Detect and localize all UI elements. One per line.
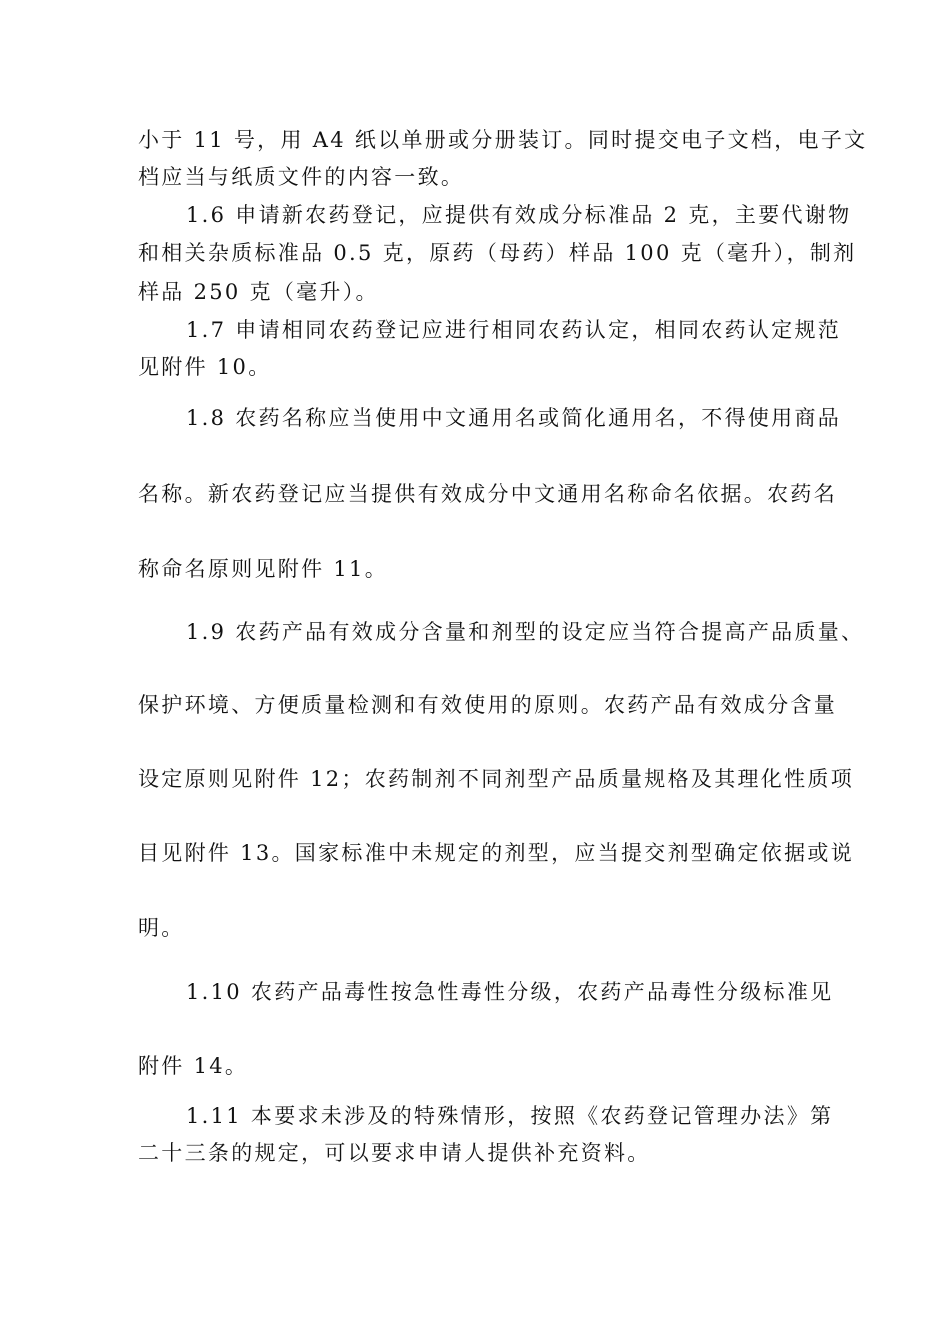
paragraph-1-7-start: 1.7 申请相同农药登记应进行相同农药认定，相同农药认定规范: [186, 318, 842, 342]
text-line: 设定原则见附件 12；农药制剂不同剂型产品质量规格及其理化性质项: [138, 767, 854, 791]
text-line: 和相关杂质标准品 0.5 克，原药（母药）样品 100 克（毫升），制剂: [138, 241, 857, 265]
text-line: 档应当与纸质文件的内容一致。: [138, 165, 465, 189]
text-line: 见附件 10。: [138, 355, 272, 379]
text-line: 目见附件 13。国家标准中未规定的剂型，应当提交剂型确定依据或说: [138, 841, 854, 865]
paragraph-1-10-start: 1.10 农药产品毒性按急性毒性分级，农药产品毒性分级标准见: [186, 980, 834, 1004]
text-line: 小于 11 号，用 A4 纸以单册或分册装订。同时提交电子文档，电子文: [138, 128, 868, 152]
text-line: 样品 250 克（毫升）。: [138, 280, 379, 304]
text-line: 称命名原则见附件 11。: [138, 557, 388, 581]
paragraph-1-6-start: 1.6 申请新农药登记，应提供有效成分标准品 2 克，主要代谢物: [186, 203, 852, 227]
paragraph-1-11-start: 1.11 本要求未涉及的特殊情形，按照《农药登记管理办法》第: [186, 1104, 834, 1128]
text-line: 名称。新农药登记应当提供有效成分中文通用名称命名依据。农药名: [138, 482, 837, 506]
paragraph-1-8-start: 1.8 农药名称应当使用中文通用名或简化通用名，不得使用商品: [186, 406, 842, 430]
paragraph-1-9-start: 1.9 农药产品有效成分含量和剂型的设定应当符合提高产品质量、: [186, 620, 865, 644]
text-line: 明。: [138, 916, 185, 940]
text-line: 附件 14。: [138, 1054, 249, 1078]
text-line: 保护环境、方便质量检测和有效使用的原则。农药产品有效成分含量: [138, 693, 837, 717]
text-line: 二十三条的规定，可以要求申请人提供补充资料。: [138, 1141, 651, 1165]
